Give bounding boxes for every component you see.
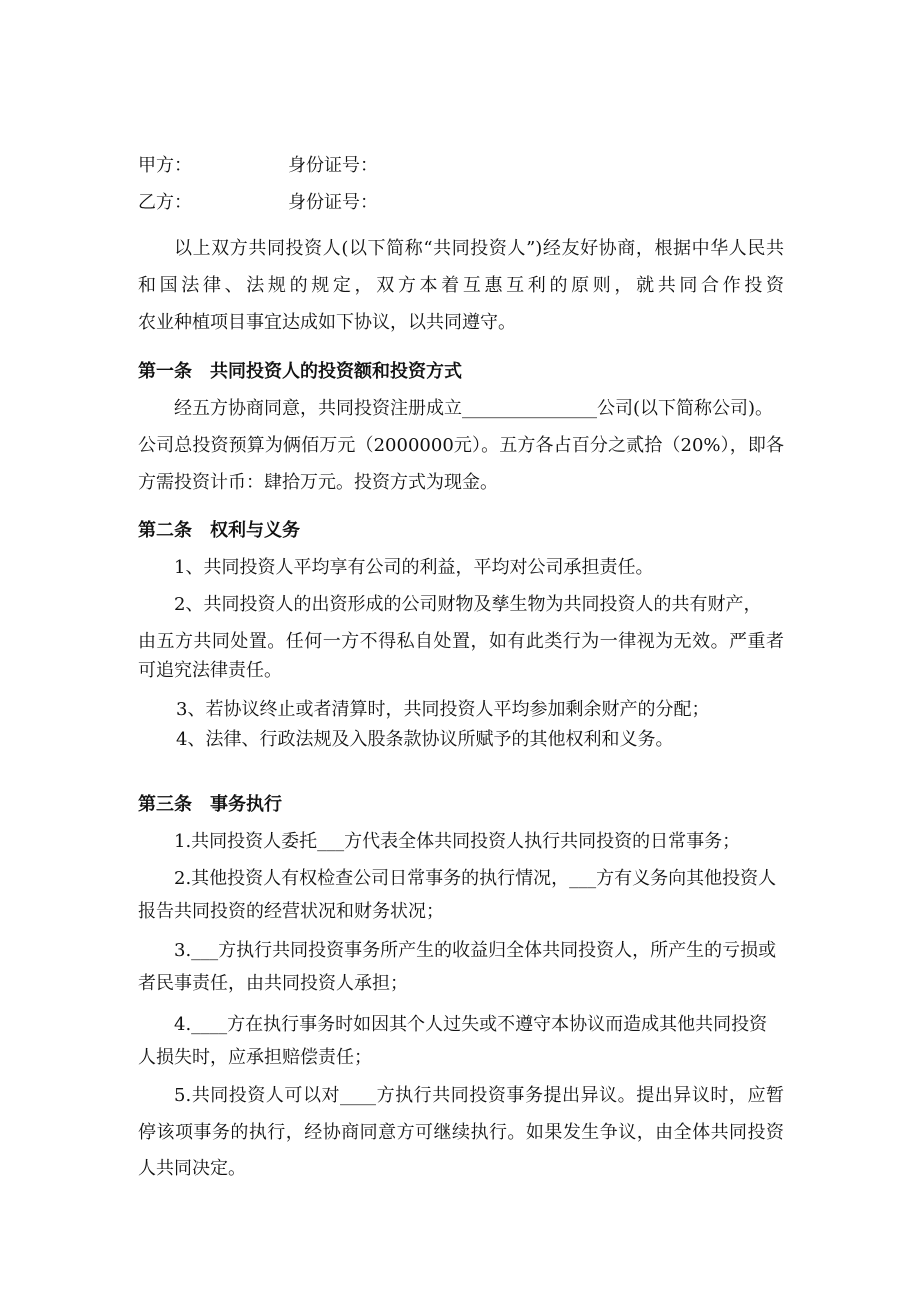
article-3-line: 人损失时，应承担赔偿责任；: [138, 1047, 372, 1068]
article-2-line: 4、法律、行政法规及入股条款协议所赋予的其他权利和义务。: [176, 729, 674, 750]
article-3-line: 4.____方在执行事务时如因其个人过失或不遵守本协议而造成其他共同投资: [174, 1014, 768, 1035]
article-1-line: 经五方协商同意，共同投资注册成立_______________公司(以下简称公司)。: [174, 398, 774, 419]
party-b-label: 乙方：: [138, 192, 192, 213]
article-2-line: 可追究法律责任。: [138, 660, 282, 681]
article-1-title: 第一条 共同投资人的投资额和投资方式: [138, 361, 462, 382]
party-a-label: 甲方：: [138, 155, 192, 176]
party-a-id-label: 身份证号：: [288, 155, 378, 176]
article-3-title: 第三条 事务执行: [138, 794, 282, 815]
party-b-id-label: 身份证号：: [288, 192, 378, 213]
article-2-line: 3、若协议终止或者清算时，共同投资人平均参加剩余财产的分配；: [176, 699, 710, 720]
article-1-line: 公司总投资预算为俩佰万元（2000000元）。五方各占百分之贰拾（20%），即各: [138, 435, 784, 456]
article-3-line: 2.其他投资人有权检查公司日常事务的执行情况，___方有义务向其他投资人: [174, 868, 777, 889]
article-3-line: 3.___方执行共同投资事务所产生的收益归全体共同投资人，所产生的亏损或: [174, 940, 777, 961]
intro-line: 以上双方共同投资人(以下简称“共同投资人”)经友好协商，根据中华人民共: [174, 238, 784, 259]
intro-line: 农业种植项目事宜达成如下协议，以共同遵守。: [138, 312, 516, 333]
party-a-row: [138, 154, 378, 178]
article-2-line: 1、共同投资人平均享有公司的利益，平均对公司承担责任。: [174, 557, 654, 578]
intro-line: 和国法律、法规的规定，双方本着互惠互利的原则，就共同合作投资: [138, 275, 784, 296]
article-3-line: 报告共同投资的经营状况和财务状况；: [138, 901, 444, 922]
article-3-line: 停该项事务的执行，经协商同意方可继续执行。如果发生争议，由全体共同投资: [138, 1122, 784, 1143]
article-1-line: 方需投资计币：肆拾万元。投资方式为现金。: [138, 472, 498, 493]
article-3-line: 者民事责任，由共同投资人承担；: [138, 973, 408, 994]
party-b-row: [138, 191, 378, 215]
article-3-line: 5.共同投资人可以对____方执行共同投资事务提出异议。提出异议时，应暂: [174, 1085, 784, 1106]
article-2-title: 第二条 权利与义务: [138, 520, 300, 541]
article-3-line: 人共同决定。: [138, 1158, 246, 1179]
article-3-line: 1.共同投资人委托___方代表全体共同投资人执行共同投资的日常事务；: [174, 831, 741, 852]
article-2-line: 由五方共同处置。任何一方不得私自处置，如有此类行为一律视为无效。严重者: [138, 631, 784, 652]
article-2-line: 2、共同投资人的出资形成的公司财物及孳生物为共同投资人的共有财产，: [174, 594, 762, 615]
